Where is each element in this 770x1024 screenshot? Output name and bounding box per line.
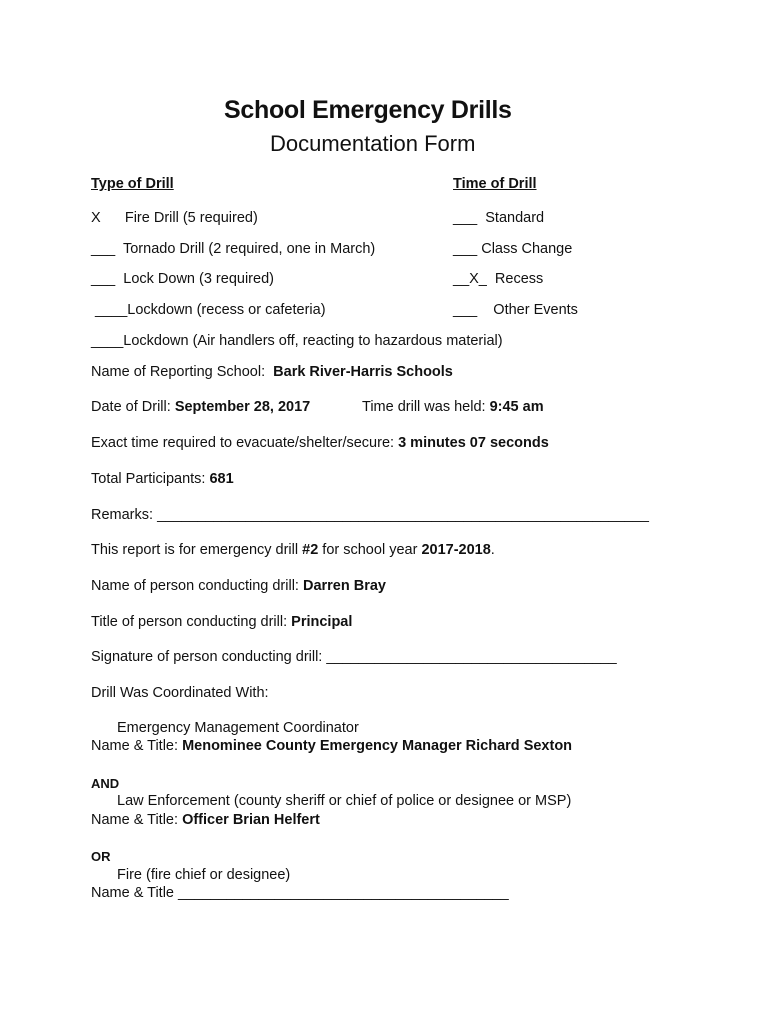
drill-type-lockdown: ___ Lock Down (3 required) [91, 271, 274, 287]
report-suffix: . [490, 542, 495, 558]
drill-type-fire: X Fire Drill (5 required) [91, 210, 258, 226]
signature-label: Signature of person conducting drill: [91, 649, 323, 665]
conductor-name-value: Darren Bray [302, 578, 386, 594]
time-held-label: Time drill was held: [362, 399, 486, 415]
page-title: School Emergency Drills [224, 96, 512, 124]
law-enforcement-label: Name & Title: [91, 812, 179, 828]
remarks-field[interactable]: _____________________________________________________________ [157, 507, 649, 523]
remarks-label: Remarks: [91, 507, 154, 523]
signature-row [91, 648, 617, 666]
exact-time-value: 3 minutes 07 seconds [398, 435, 549, 451]
emergency-mgmt-value: Menominee County Emergency Manager Richard Sexton [182, 738, 573, 754]
law-enforcement-row [91, 811, 320, 829]
remarks-row [91, 506, 649, 524]
law-enforcement-value: Officer Brian Helfert [182, 812, 320, 828]
drill-type-lockdown-recess: ____Lockdown (recess or cafeteria) [91, 302, 326, 318]
page-subtitle: Documentation Form [270, 131, 476, 156]
conductor-title-value: Principal [291, 614, 353, 630]
report-school-year: 2017-2018 [421, 542, 491, 558]
time-held-row [362, 398, 544, 416]
fire-row [91, 884, 509, 902]
report-middle: for school year [322, 542, 418, 558]
drill-time-class-change: ___ Class Change [453, 241, 573, 257]
report-row [91, 541, 495, 559]
emergency-mgmt-heading: Emergency Management Coordinator [117, 720, 359, 736]
participants-row [91, 470, 234, 488]
drill-type-tornado: ___ Tornado Drill (2 required, one in March) [91, 241, 376, 257]
type-of-drill-heading: Type of Drill [91, 176, 174, 192]
date-of-drill-value: September 28, 2017 [174, 399, 311, 415]
time-held-value: 9:45 am [489, 399, 544, 415]
date-of-drill-label: Date of Drill: [91, 399, 171, 415]
drill-time-standard: ___ Standard [453, 210, 545, 226]
fire-label: Name & Title [91, 885, 174, 901]
report-drill-number: #2 [302, 542, 319, 558]
conductor-name-label: Name of person conducting drill: [91, 578, 299, 594]
report-prefix: This report is for emergency drill [91, 542, 299, 558]
reporting-school-value: Bark River-Harris Schools [273, 364, 453, 380]
law-enforcement-heading: Law Enforcement (county sheriff or chief of police or designee or MSP) [117, 793, 572, 809]
drill-time-other: ___ Other Events [453, 302, 578, 318]
date-of-drill-row [91, 398, 310, 416]
emergency-mgmt-label: Name & Title: [91, 738, 179, 754]
drill-type-lockdown-air: ____Lockdown (Air handlers off, reacting to hazardous material) [91, 333, 503, 349]
or-label: OR [91, 849, 111, 864]
exact-time-label: Exact time required to evacuate/shelter/secure: [91, 435, 395, 451]
participants-label: Total Participants: [91, 471, 206, 487]
emergency-mgmt-row [91, 737, 572, 755]
fire-heading: Fire (fire chief or designee) [117, 867, 291, 883]
reporting-school-label: Name of Reporting School: [91, 364, 266, 380]
conductor-title-label: Title of person conducting drill: [91, 614, 288, 630]
coordinated-label: Drill Was Coordinated With: [91, 685, 269, 701]
fire-field[interactable]: _________________________________________ [178, 885, 509, 901]
conductor-name-row [91, 577, 386, 595]
time-of-drill-heading: Time of Drill [453, 176, 537, 192]
reporting-school-row [91, 363, 453, 381]
and-label: AND [91, 776, 120, 791]
signature-field[interactable]: ____________________________________ [326, 649, 617, 665]
conductor-title-row [91, 613, 352, 631]
exact-time-row [91, 434, 549, 452]
drill-time-recess: __X_ Recess [453, 271, 544, 287]
participants-value: 681 [209, 471, 234, 487]
